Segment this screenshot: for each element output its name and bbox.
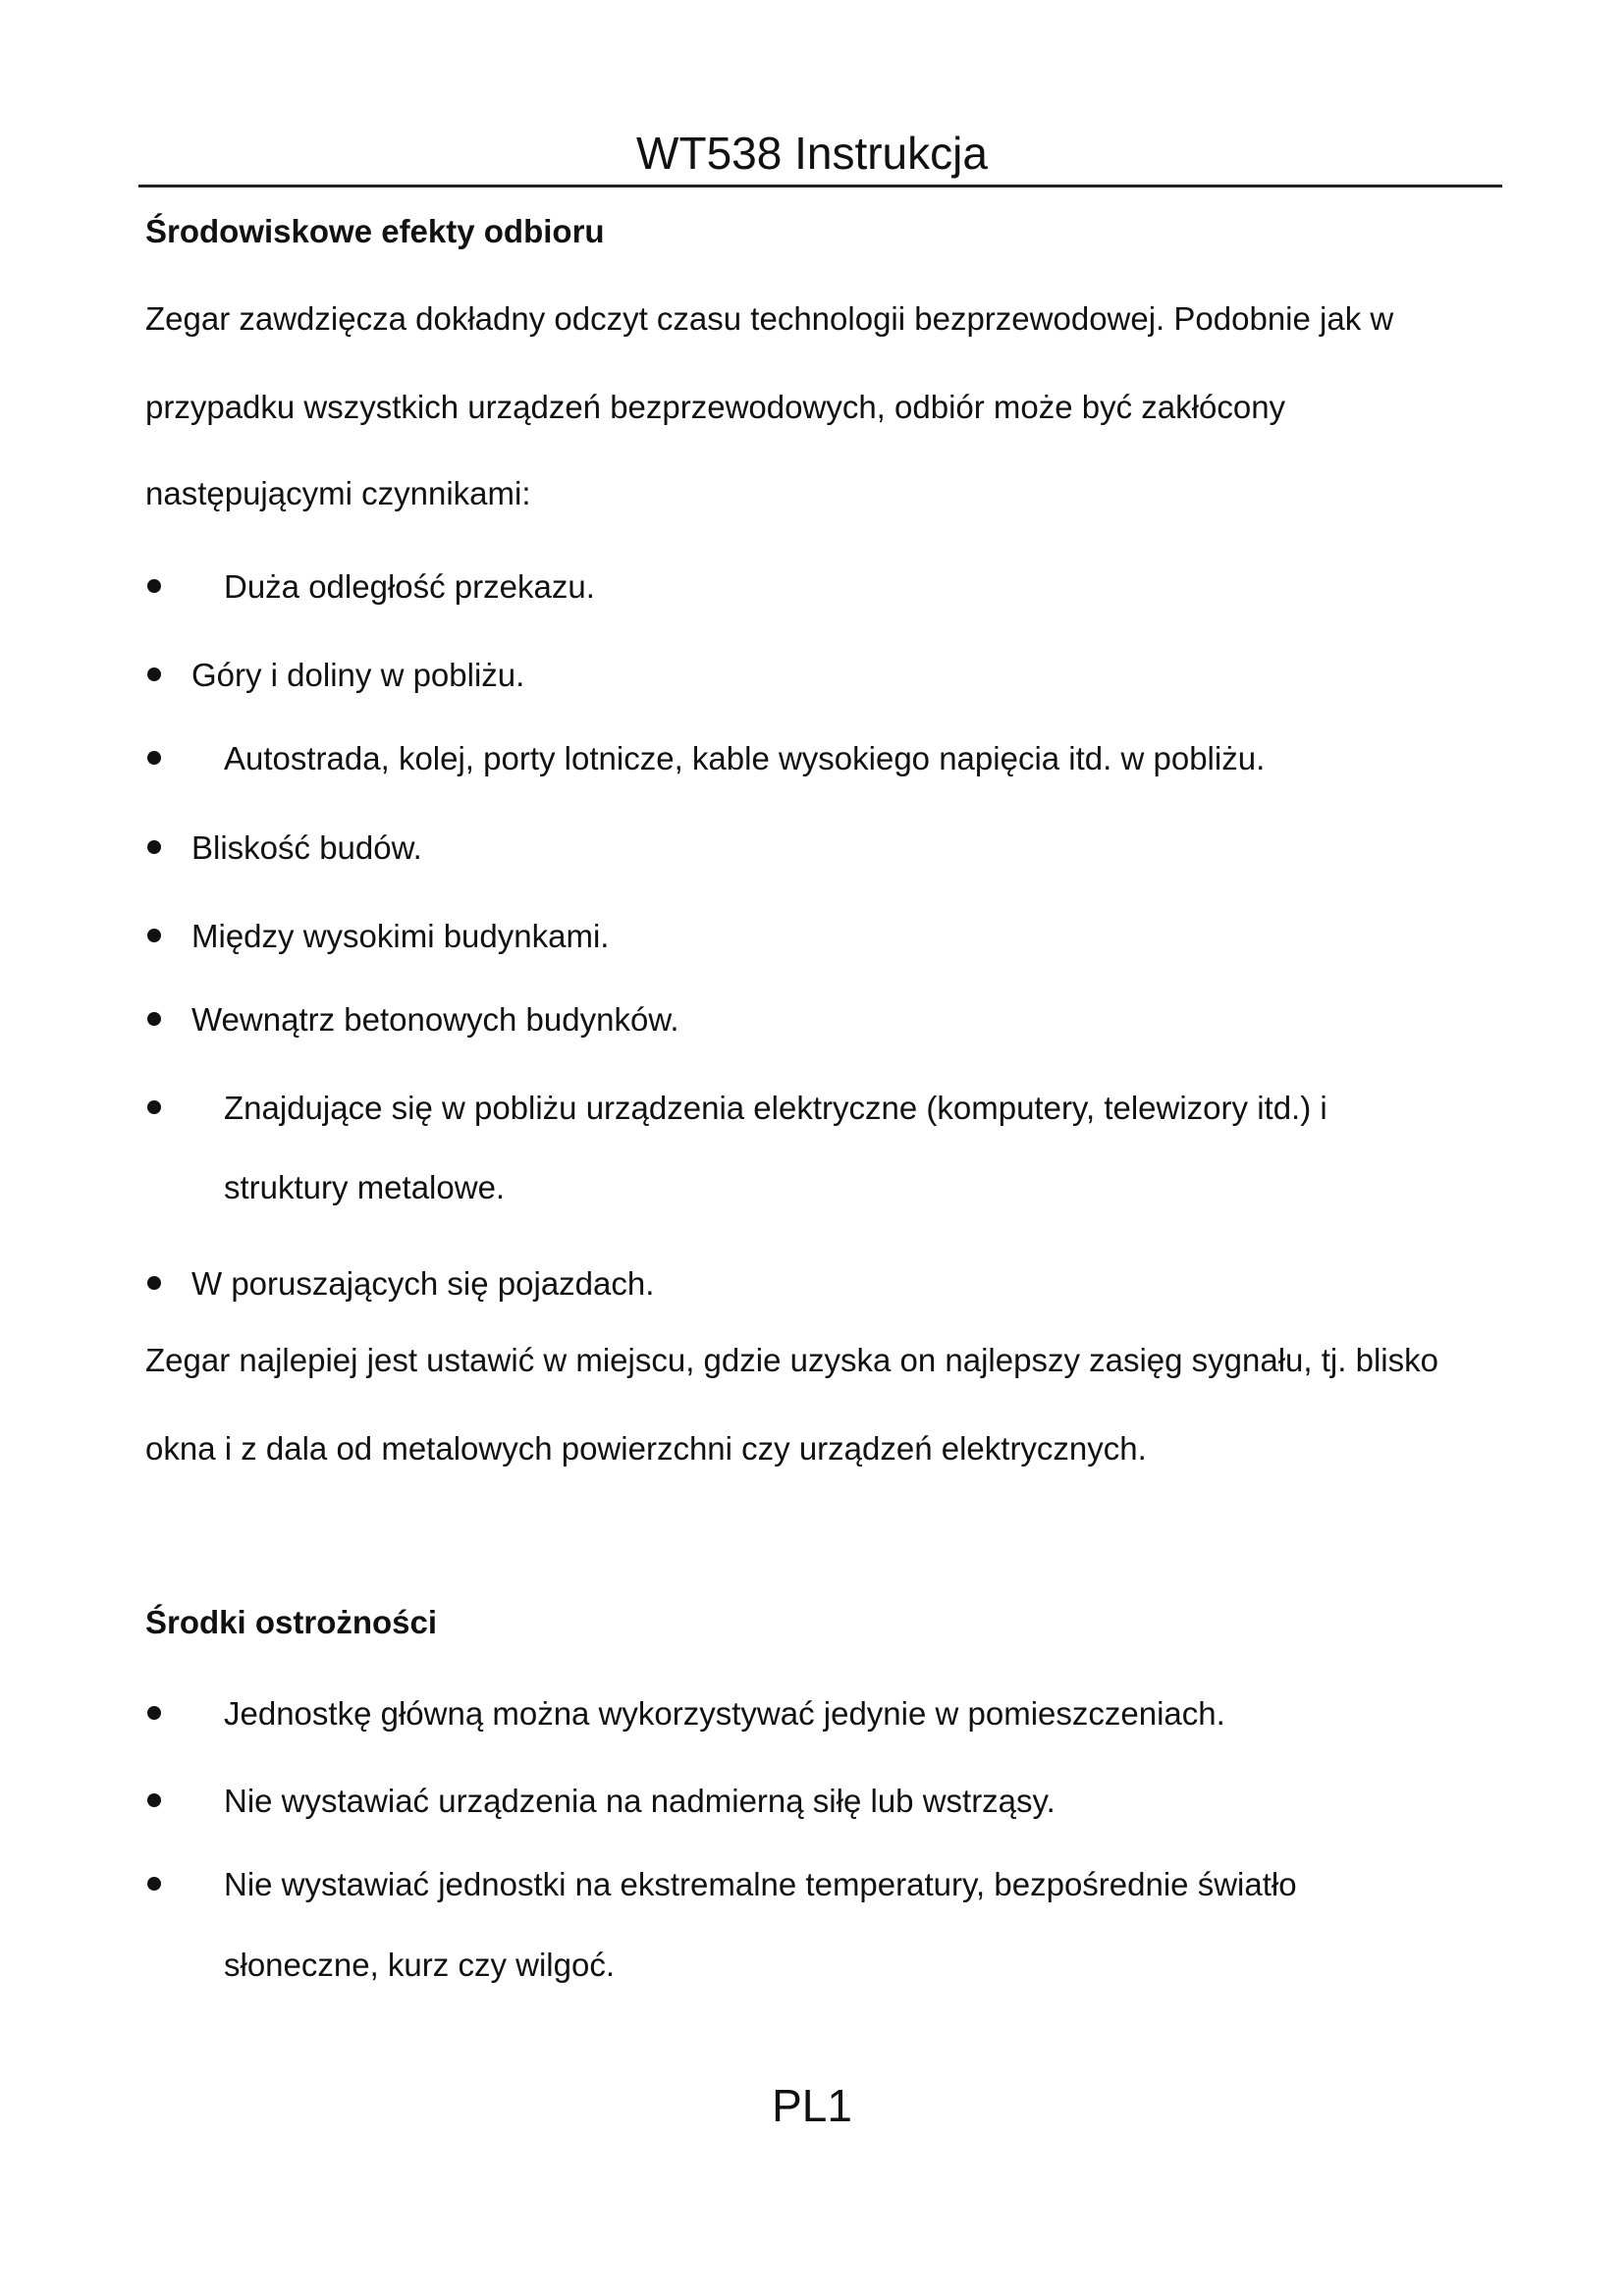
section-heading-reception: Środowiskowe efekty odbioru [145,213,605,249]
header-divider [138,185,1502,187]
list-item: Bliskość budów. [191,829,422,866]
bullet-dot [147,1706,161,1720]
intro-line-1: Zegar zawdzięcza dokładny odczyt czasu technologii bezprzewodowej. Podobnie jak w [145,300,1394,337]
list-item: Wewnątrz betonowych budynków. [191,1001,679,1038]
bullet-dot [147,1100,161,1114]
bullet-dot [147,667,161,681]
bullet-dot [147,579,161,593]
bullet-dot [147,751,161,765]
intro-line-3: następującymi czynnikami: [145,475,531,511]
page-number: PL1 [772,2080,852,2131]
closing-line-1: Zegar najlepiej jest ustawić w miejscu, gdzie uzyska on najlepszy zasięg sygnału, tj. blisko [145,1342,1438,1378]
closing-line-2: okna i z dala od metalowych powierzchni czy urządzeń elektrycznych. [145,1430,1147,1467]
list-item: W poruszających się pojazdach. [191,1265,655,1302]
list-item-continuation: słoneczne, kurz czy wilgoć. [224,1947,615,1983]
list-item: Znajdujące się w pobliżu urządzenia elektryczne (komputery, telewizory itd.) i [224,1090,1327,1126]
bullet-dot [147,840,161,854]
list-item: Góry i doliny w pobliżu. [191,657,525,693]
bullet-dot [147,1012,161,1026]
list-item: Autostrada, kolej, porty lotnicze, kable wysokiego napięcia itd. w pobliżu. [224,740,1266,776]
bullet-dot [147,1793,161,1807]
list-item: Jednostkę główną można wykorzystywać jedynie w pomieszczeniach. [224,1695,1225,1732]
bullet-dot [147,1276,161,1290]
intro-line-2: przypadku wszystkich urządzeń bezprzewodowych, odbiór może być zakłócony [145,389,1286,425]
bullet-dot [147,1877,161,1891]
list-item: Duża odległość przekazu. [224,568,595,605]
list-item: Nie wystawiać jednostki na ekstremalne temperatury, bezpośrednie światło [224,1866,1297,1902]
section-heading-precautions: Środki ostrożności [145,1604,438,1640]
list-item-continuation: struktury metalowe. [224,1169,506,1205]
bullet-dot [147,929,161,942]
list-item: Między wysokimi budynkami. [191,918,610,954]
document-title: WT538 Instrukcja [636,128,988,179]
list-item: Nie wystawiać urządzenia na nadmierną siłę lub wstrząsy. [224,1783,1056,1819]
